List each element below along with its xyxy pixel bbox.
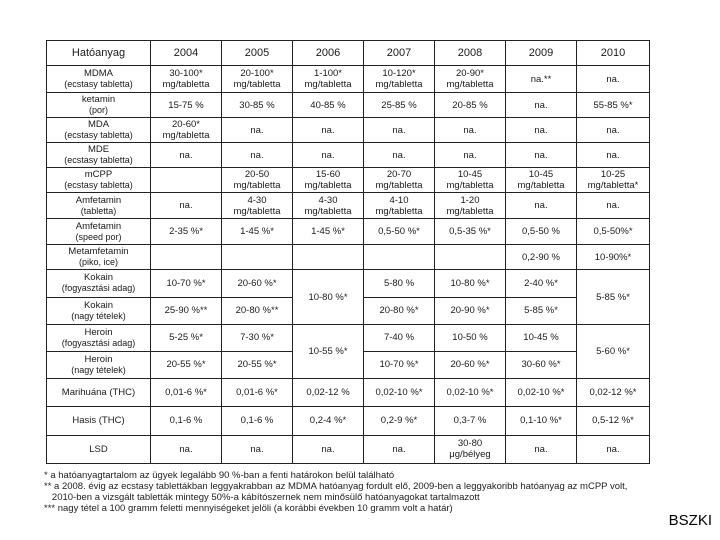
table-row bbox=[47, 168, 650, 193]
value-cell: 20-60 %* bbox=[222, 270, 293, 297]
value-cell: 0,5-50 %* bbox=[364, 219, 435, 245]
value-cell: 15-60 mg/tabletta bbox=[293, 168, 364, 193]
value-cell: 0,02-10 %* bbox=[506, 379, 577, 407]
value-cell: na. bbox=[151, 435, 222, 463]
substance-name: Amfetamin bbox=[75, 220, 122, 232]
value-cell: 20-60* mg/tabletta bbox=[151, 118, 222, 143]
value-cell: 4-30 mg/tabletta bbox=[293, 193, 364, 219]
value-cell: 20-90* mg/tabletta bbox=[435, 66, 506, 93]
source-tag: BSZKI bbox=[668, 512, 712, 529]
value-cell: na. bbox=[293, 118, 364, 143]
substance-name: MDMA bbox=[83, 68, 114, 80]
substance-name: MDA bbox=[87, 119, 110, 131]
value-cell: 5-80 % bbox=[364, 270, 435, 297]
value-cell: 20-70 mg/tabletta bbox=[364, 168, 435, 193]
value-cell: 7-40 % bbox=[364, 324, 435, 351]
substance-name: Kokain bbox=[83, 272, 114, 284]
substance-name: Heroin bbox=[84, 353, 113, 365]
value-cell: 4-30 mg/tabletta bbox=[222, 193, 293, 219]
substance-form: (ecstasy tabletta) bbox=[64, 180, 133, 191]
column-header: 2007 bbox=[364, 41, 435, 66]
substance-form: (fogyasztási adag) bbox=[61, 283, 136, 294]
value-cell: na. bbox=[506, 143, 577, 168]
substance-form: (ecstasy tabletta) bbox=[64, 130, 133, 141]
value-cell: 0,1-10 %* bbox=[506, 407, 577, 435]
substance-cell bbox=[47, 297, 151, 324]
substance-cell bbox=[47, 351, 151, 378]
table-row bbox=[47, 379, 650, 407]
value-cell: 20-80 %** bbox=[222, 297, 293, 324]
value-cell: 0,5-50%* bbox=[577, 219, 650, 245]
value-cell: 25-85 % bbox=[364, 93, 435, 118]
substance-cell bbox=[47, 270, 151, 297]
value-cell: 30-85 % bbox=[222, 93, 293, 118]
value-cell bbox=[222, 245, 293, 270]
substance-cell bbox=[47, 435, 151, 463]
value-cell: 20-80 %* bbox=[364, 297, 435, 324]
value-cell: 0,02-10 %* bbox=[364, 379, 435, 407]
table-row bbox=[47, 66, 650, 93]
table-row bbox=[47, 245, 650, 270]
substance-cell bbox=[47, 219, 151, 245]
value-cell: 20-50 mg/tabletta bbox=[222, 168, 293, 193]
substance-cell bbox=[47, 379, 151, 407]
drug-purity-table bbox=[46, 40, 650, 464]
table-row bbox=[47, 435, 650, 463]
column-header: Hatóanyag bbox=[47, 41, 151, 66]
value-cell bbox=[151, 245, 222, 270]
value-cell: 0,2-9 %* bbox=[364, 407, 435, 435]
value-cell: 0,01-6 %* bbox=[222, 379, 293, 407]
table-row bbox=[47, 93, 650, 118]
value-cell: 40-85 % bbox=[293, 93, 364, 118]
value-cell: 1-45 %* bbox=[222, 219, 293, 245]
value-cell: 30-80 μg/bélyeg bbox=[435, 435, 506, 463]
footnote: * a hatóanyagtartalom az ügyek legalább 90 %-ban a fenti határokon belül található bbox=[44, 470, 395, 481]
value-cell: 0,5-12 %* bbox=[577, 407, 650, 435]
value-cell bbox=[364, 245, 435, 270]
value-cell: na. bbox=[222, 118, 293, 143]
value-cell: na. bbox=[364, 143, 435, 168]
value-cell: 20-55 %* bbox=[151, 351, 222, 378]
value-cell: na. bbox=[435, 143, 506, 168]
value-cell: na. bbox=[222, 435, 293, 463]
value-cell: 20-90 %* bbox=[435, 297, 506, 324]
value-cell: na. bbox=[435, 118, 506, 143]
substance-name: Hasis (THC) bbox=[72, 415, 125, 427]
value-cell: 30-60 %* bbox=[506, 351, 577, 378]
value-cell: na. bbox=[151, 193, 222, 219]
column-header: 2009 bbox=[506, 41, 577, 66]
value-cell bbox=[151, 168, 222, 193]
value-cell: 0,2-90 % bbox=[506, 245, 577, 270]
value-cell: 20-100* mg/tabletta bbox=[222, 66, 293, 93]
substance-form: (nagy tételek) bbox=[71, 310, 126, 321]
substance-cell bbox=[47, 168, 151, 193]
value-cell: 2-40 %* bbox=[506, 270, 577, 297]
value-cell: na. bbox=[506, 93, 577, 118]
column-header: 2008 bbox=[435, 41, 506, 66]
value-cell: 25-90 %** bbox=[151, 297, 222, 324]
value-cell: 0,3-7 % bbox=[435, 407, 506, 435]
value-cell: na. bbox=[506, 435, 577, 463]
substance-form: (speed por) bbox=[75, 231, 122, 242]
value-cell: 5-60 %* bbox=[577, 324, 650, 378]
value-cell: na. bbox=[293, 435, 364, 463]
substance-form: (ecstasy tabletta) bbox=[64, 79, 133, 90]
table-row bbox=[47, 118, 650, 143]
substance-name: Marihuána (THC) bbox=[61, 387, 136, 399]
value-cell: 10-80 %* bbox=[435, 270, 506, 297]
substance-cell bbox=[47, 93, 151, 118]
value-cell: na. bbox=[577, 435, 650, 463]
substance-name: Kokain bbox=[83, 299, 114, 311]
value-cell: 10-70 %* bbox=[364, 351, 435, 378]
value-cell: 5-25 %* bbox=[151, 324, 222, 351]
value-cell: na. bbox=[506, 193, 577, 219]
value-cell: 0,2-4 %* bbox=[293, 407, 364, 435]
substance-name: MDE bbox=[87, 144, 110, 156]
value-cell: na. bbox=[151, 143, 222, 168]
value-cell: na. bbox=[577, 118, 650, 143]
substance-form: (fogyasztási adag) bbox=[61, 337, 136, 348]
value-cell: 0,1-6 % bbox=[222, 407, 293, 435]
value-cell: 20-85 % bbox=[435, 93, 506, 118]
value-cell: 5-85 %* bbox=[506, 297, 577, 324]
value-cell: 20-55 %* bbox=[222, 351, 293, 378]
table-row bbox=[47, 143, 650, 168]
value-cell: 10-25 mg/tabletta* bbox=[577, 168, 650, 193]
value-cell: 0,02-12 % bbox=[293, 379, 364, 407]
table-row bbox=[47, 270, 650, 297]
substance-form: (nagy tételek) bbox=[71, 364, 126, 375]
value-cell: 0,5-35 %* bbox=[435, 219, 506, 245]
substance-name: LSD bbox=[89, 443, 108, 455]
substance-cell bbox=[47, 143, 151, 168]
value-cell: 10-50 % bbox=[435, 324, 506, 351]
substance-cell bbox=[47, 193, 151, 219]
column-header: 2005 bbox=[222, 41, 293, 66]
table-row bbox=[47, 407, 650, 435]
value-cell: 1-100* mg/tabletta bbox=[293, 66, 364, 93]
value-cell: na. bbox=[506, 118, 577, 143]
value-cell: 7-30 %* bbox=[222, 324, 293, 351]
substance-cell bbox=[47, 245, 151, 270]
substance-form: (tabletta) bbox=[80, 205, 117, 216]
value-cell: 55-85 %* bbox=[577, 93, 650, 118]
substance-cell bbox=[47, 324, 151, 351]
value-cell: 10-120* mg/tabletta bbox=[364, 66, 435, 93]
value-cell: 10-45 % bbox=[506, 324, 577, 351]
substance-form: (piko, ice) bbox=[78, 257, 118, 268]
value-cell: 2-35 %* bbox=[151, 219, 222, 245]
value-cell: 10-90%* bbox=[577, 245, 650, 270]
value-cell: na. bbox=[364, 118, 435, 143]
value-cell: 15-75 % bbox=[151, 93, 222, 118]
value-cell bbox=[293, 245, 364, 270]
column-header: 2006 bbox=[293, 41, 364, 66]
value-cell: na. bbox=[577, 193, 650, 219]
value-cell: 5-85 %* bbox=[577, 270, 650, 324]
value-cell: 0,02-10 %* bbox=[435, 379, 506, 407]
value-cell bbox=[435, 245, 506, 270]
footnote: *** nagy tétel a 100 gramm feletti mennyiségeket jelöli (a korábbi években 10 gramm volt a határ) bbox=[44, 503, 453, 514]
value-cell: 10-45 mg/tabletta bbox=[435, 168, 506, 193]
value-cell: 0,1-6 % bbox=[151, 407, 222, 435]
substance-name: ketamin bbox=[81, 94, 116, 106]
substance-name: Amfetamin bbox=[75, 194, 122, 206]
value-cell: na.** bbox=[506, 66, 577, 93]
substance-cell bbox=[47, 118, 151, 143]
substance-form: (por) bbox=[88, 105, 108, 116]
value-cell: na. bbox=[577, 143, 650, 168]
value-cell: 1-20 mg/tabletta bbox=[435, 193, 506, 219]
table-row bbox=[47, 219, 650, 245]
value-cell: 4-10 mg/tabletta bbox=[364, 193, 435, 219]
footnote: ** a 2008. évig az ecstasy tablettákban leggyakrabban az MDMA hatóanyag fordult elő, 2009-ben a leggyakoribb hatóanyag az mCPP volt, bbox=[44, 481, 628, 492]
value-cell: na. bbox=[222, 143, 293, 168]
value-cell: na. bbox=[293, 143, 364, 168]
column-header: 2004 bbox=[151, 41, 222, 66]
value-cell: 1-45 %* bbox=[293, 219, 364, 245]
value-cell: 10-70 %* bbox=[151, 270, 222, 297]
header-row bbox=[47, 41, 650, 66]
table-row bbox=[47, 193, 650, 219]
value-cell: 10-45 mg/tabletta bbox=[506, 168, 577, 193]
substance-name: Metamfetamin bbox=[68, 246, 129, 258]
substance-form: (ecstasy tabletta) bbox=[64, 155, 133, 166]
value-cell: na. bbox=[577, 66, 650, 93]
table-row bbox=[47, 324, 650, 351]
substance-cell bbox=[47, 66, 151, 93]
value-cell: 20-60 %* bbox=[435, 351, 506, 378]
footnote: 2010-ben a vizsgált tabletták mintegy 50%-a kábítószernek nem minősülő hatóanyagokat tartalmazott bbox=[44, 492, 480, 503]
value-cell: 30-100* mg/tabletta bbox=[151, 66, 222, 93]
substance-cell bbox=[47, 407, 151, 435]
value-cell: na. bbox=[364, 435, 435, 463]
value-cell: 0,02-12 %* bbox=[577, 379, 650, 407]
value-cell: 10-55 %* bbox=[293, 324, 364, 378]
substance-name: Heroin bbox=[84, 326, 113, 338]
column-header: 2010 bbox=[577, 41, 650, 66]
substance-name: mCPP bbox=[84, 169, 113, 181]
value-cell: 0,01-6 %* bbox=[151, 379, 222, 407]
value-cell: 10-80 %* bbox=[293, 270, 364, 324]
value-cell: 0,5-50 % bbox=[506, 219, 577, 245]
